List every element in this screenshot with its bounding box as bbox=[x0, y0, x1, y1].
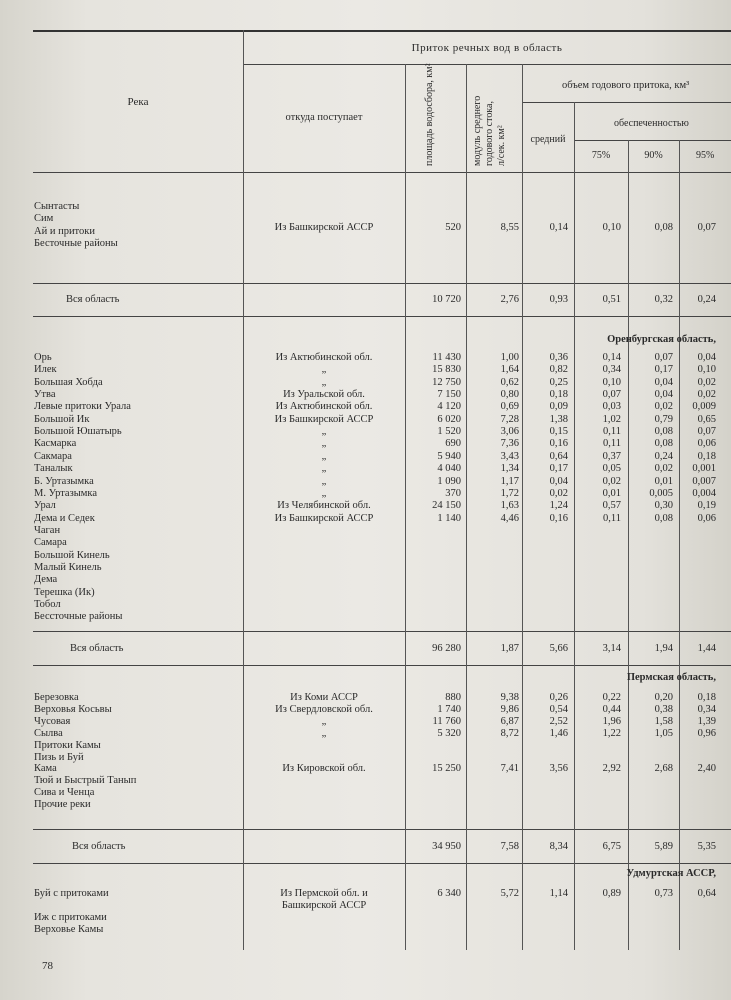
cell-p75: 2,92 bbox=[602, 763, 621, 775]
cell-p95: 0,64 bbox=[697, 888, 716, 899]
cell-src: „ bbox=[321, 463, 327, 475]
cell-avg: 0,04 bbox=[549, 475, 568, 487]
cell-p90: 0,04 bbox=[654, 376, 673, 388]
header-probability: обеспеченностью bbox=[614, 118, 689, 129]
cell-p75: 3,14 bbox=[602, 643, 621, 654]
cell-p95: 0,65 bbox=[697, 413, 716, 425]
row-name: Большая Хобда bbox=[34, 376, 103, 388]
cell-area: 34 950 bbox=[432, 841, 461, 852]
cell-area: 370 bbox=[445, 487, 461, 499]
cell-src: Башкирской АССР bbox=[281, 900, 367, 911]
cell-p75: 0,02 bbox=[602, 475, 621, 487]
row-name: Сакмара bbox=[34, 450, 72, 462]
cell-p90: 0,17 bbox=[654, 364, 673, 376]
header-p75: 75% bbox=[591, 150, 611, 161]
header-avg: средний bbox=[530, 134, 566, 145]
cell-avg: 5,66 bbox=[549, 643, 568, 654]
cell-p75: 6,75 bbox=[602, 841, 621, 852]
cell-avg: 8,34 bbox=[549, 841, 568, 852]
cell-avg: 1,14 bbox=[549, 888, 568, 899]
cell-avg: 0,36 bbox=[549, 352, 568, 363]
cell-avg: 1,24 bbox=[549, 500, 568, 512]
cell-mod: 1,17 bbox=[500, 475, 519, 487]
cell-p75: 0,10 bbox=[602, 222, 621, 233]
cell-area: 520 bbox=[445, 222, 461, 233]
row-name: Б. Уртазымка bbox=[34, 475, 94, 487]
cell-area: 4 120 bbox=[437, 401, 461, 413]
row-name: Дема bbox=[34, 574, 58, 586]
header-p95: 95% bbox=[696, 150, 715, 161]
row-name: Большой Ик bbox=[34, 413, 90, 425]
cell-src: „ bbox=[321, 364, 327, 376]
cell-p90: 0,08 bbox=[654, 512, 673, 524]
cell-src: Из Актюбинской обл. bbox=[275, 401, 373, 413]
cell-src: „ bbox=[321, 376, 327, 388]
row-name: Самара bbox=[34, 537, 67, 549]
cell-p90: 0,20 bbox=[654, 692, 673, 703]
row-name: Сынтасты bbox=[34, 201, 80, 212]
section-title: Оренбургская область, bbox=[607, 334, 716, 345]
cell-p90: 5,89 bbox=[654, 841, 673, 852]
cell-mod: 4,46 bbox=[500, 512, 519, 524]
cell-area: 1 140 bbox=[437, 512, 461, 524]
cell-p90: 0,38 bbox=[654, 703, 673, 715]
cell-area: 5 940 bbox=[437, 450, 461, 462]
cell-mod: 1,72 bbox=[500, 487, 519, 499]
row-name: Пизь и Буй bbox=[34, 751, 84, 763]
row-name: Верховье Камы bbox=[34, 924, 104, 935]
cell-avg: 0,09 bbox=[549, 401, 568, 413]
row-name: Прочие реки bbox=[34, 799, 91, 811]
cell-p75: 0,14 bbox=[602, 352, 621, 363]
cell-avg: 0,54 bbox=[549, 703, 568, 715]
cell-area: 6 340 bbox=[437, 888, 461, 899]
cell-avg: 0,64 bbox=[549, 450, 568, 462]
cell-p75: 0,03 bbox=[602, 401, 621, 413]
s1-total-rule-top bbox=[33, 283, 731, 284]
cell-avg: 0,16 bbox=[549, 512, 568, 524]
cell-p75: 0,07 bbox=[602, 389, 621, 401]
header-area: площадь водосбора, км² bbox=[424, 63, 435, 166]
cell-src: „ bbox=[321, 438, 327, 450]
header-rule-3 bbox=[574, 140, 731, 141]
col-rule-p75 bbox=[628, 140, 629, 950]
cell-area: 96 280 bbox=[432, 643, 461, 654]
section-title: Удмуртская АССР, bbox=[626, 868, 716, 879]
s2-total-rule-bottom bbox=[33, 665, 731, 666]
cell-src: Из Башкирской АССР bbox=[274, 413, 374, 425]
cell-area: 1 090 bbox=[437, 475, 461, 487]
cell-area: 24 150 bbox=[432, 500, 461, 512]
cell-mod: 1,64 bbox=[500, 364, 519, 376]
header-module-3: л/сек. км² bbox=[496, 125, 507, 166]
cell-p95: 1,44 bbox=[697, 643, 716, 654]
cell-mod: 0,80 bbox=[500, 389, 519, 401]
cell-src: „ bbox=[321, 450, 327, 462]
cell-p95: 0,18 bbox=[697, 450, 716, 462]
cell-mod: 0,69 bbox=[500, 401, 519, 413]
cell-avg: 3,56 bbox=[549, 763, 568, 775]
cell-area: 4 040 bbox=[437, 463, 461, 475]
cell-area: 690 bbox=[445, 438, 461, 450]
cell-area: 11 430 bbox=[432, 352, 461, 363]
cell-src: Из Актюбинской обл. bbox=[275, 352, 373, 363]
row-name: Дема и Седек bbox=[34, 512, 95, 524]
row-name: Березовка bbox=[34, 692, 79, 703]
cell-mod: 3,43 bbox=[500, 450, 519, 462]
cell-mod: 5,72 bbox=[500, 888, 519, 899]
total-label: Вся область bbox=[72, 841, 126, 852]
cell-area: 15 830 bbox=[432, 364, 461, 376]
row-name: Утва bbox=[34, 389, 56, 401]
header-bottom-rule bbox=[33, 172, 731, 173]
cell-src: Из Кировской обл. bbox=[282, 763, 366, 775]
cell-mod: 8,72 bbox=[500, 727, 519, 739]
cell-src: Из Свердловской обл. bbox=[275, 703, 373, 715]
cell-src: „ bbox=[321, 475, 327, 487]
cell-mod: 7,36 bbox=[500, 438, 519, 450]
row-name: Сим bbox=[34, 213, 54, 225]
cell-mod: 2,76 bbox=[500, 294, 519, 305]
cell-p95: 0,06 bbox=[697, 438, 716, 450]
cell-p95: 0,004 bbox=[692, 487, 716, 499]
cell-p75: 0,10 bbox=[602, 376, 621, 388]
cell-p95: 0,24 bbox=[697, 294, 716, 305]
cell-p75: 0,22 bbox=[602, 692, 621, 703]
cell-p95: 0,04 bbox=[697, 352, 716, 363]
row-name: Сива и Ченца bbox=[34, 787, 95, 799]
row-name: Притоки Камы bbox=[34, 739, 101, 751]
cell-avg: 0,82 bbox=[549, 364, 568, 376]
total-label: Вся область bbox=[70, 643, 124, 654]
s2-total-rule-top bbox=[33, 631, 731, 632]
row-name: Верховья Косьвы bbox=[34, 703, 112, 715]
cell-p75: 0,37 bbox=[602, 450, 621, 462]
row-name: Иж с притоками bbox=[34, 912, 107, 923]
page-number: 78 bbox=[42, 960, 53, 972]
header-p90: 90% bbox=[644, 150, 663, 161]
cell-p75: 1,02 bbox=[602, 413, 621, 425]
cell-p75: 0,44 bbox=[602, 703, 621, 715]
row-name: Чаган bbox=[34, 524, 61, 536]
row-name: Левые притоки Урала bbox=[34, 401, 131, 413]
row-name: Буй с притоками bbox=[34, 888, 109, 899]
cell-p95: 0,10 bbox=[697, 364, 716, 376]
cell-p95: 0,96 bbox=[697, 727, 716, 739]
cell-src: Из Пермской обл. и bbox=[280, 888, 368, 899]
cell-area: 7 150 bbox=[437, 389, 461, 401]
row-name: Большой Кинель bbox=[34, 549, 110, 561]
cell-avg: 0,25 bbox=[549, 376, 568, 388]
header-module-1: модуль среднего bbox=[472, 95, 483, 166]
cell-mod: 1,87 bbox=[500, 643, 519, 654]
cell-p90: 0,04 bbox=[654, 389, 673, 401]
header-river: Река bbox=[127, 96, 149, 108]
cell-src: „ bbox=[321, 727, 327, 739]
row-name: Бессточные районы bbox=[34, 611, 123, 623]
cell-p90: 0,01 bbox=[654, 475, 673, 487]
cell-avg: 0,16 bbox=[549, 438, 568, 450]
cell-mod: 6,87 bbox=[500, 715, 519, 727]
header-rule-2 bbox=[522, 102, 731, 103]
row-name: Урал bbox=[34, 500, 56, 512]
cell-p90: 1,05 bbox=[654, 727, 673, 739]
cell-area: 880 bbox=[445, 692, 461, 703]
cell-p75: 0,11 bbox=[603, 438, 621, 450]
cell-area: 1 520 bbox=[437, 426, 461, 438]
cell-p95: 0,06 bbox=[697, 512, 716, 524]
row-name: Тюй и Быстрый Танып bbox=[34, 775, 137, 787]
cell-p90: 1,58 bbox=[654, 715, 673, 727]
cell-src: Из Башкирской АССР bbox=[274, 222, 374, 233]
header-rule-1 bbox=[243, 64, 731, 65]
cell-p95: 5,35 bbox=[697, 841, 716, 852]
cell-p95: 0,07 bbox=[697, 222, 716, 233]
s1-total-rule-bottom bbox=[33, 316, 731, 317]
cell-avg: 1,38 bbox=[549, 413, 568, 425]
cell-p90: 0,005 bbox=[649, 487, 673, 499]
cell-avg: 0,93 bbox=[549, 294, 568, 305]
cell-p75: 0,89 bbox=[602, 888, 621, 899]
row-name: Касмарка bbox=[34, 438, 77, 450]
cell-src: „ bbox=[321, 426, 327, 438]
row-name: Кама bbox=[34, 763, 57, 775]
cell-avg: 2,52 bbox=[549, 715, 568, 727]
cell-p95: 0,02 bbox=[697, 389, 716, 401]
cell-p90: 0,02 bbox=[654, 463, 673, 475]
cell-p90: 0,08 bbox=[654, 426, 673, 438]
cell-p95: 0,19 bbox=[697, 500, 716, 512]
header-inflow: Приток речных вод в область bbox=[411, 42, 563, 54]
cell-p75: 0,11 bbox=[603, 512, 621, 524]
cell-area: 12 750 bbox=[432, 376, 461, 388]
cell-avg: 0,14 bbox=[549, 222, 568, 233]
cell-p95: 0,007 bbox=[692, 475, 716, 487]
header-module-2: годового стока, bbox=[484, 101, 495, 166]
cell-avg: 0,15 bbox=[549, 426, 568, 438]
cell-src: Из Башкирской АССР bbox=[274, 512, 374, 524]
row-name: Орь bbox=[34, 352, 52, 363]
cell-avg: 0,18 bbox=[549, 389, 568, 401]
cell-p95: 0,02 bbox=[697, 376, 716, 388]
cell-p95: 2,40 bbox=[697, 763, 716, 775]
row-name: Терешка (Ик) bbox=[34, 586, 95, 598]
header-source: откуда поступает bbox=[285, 112, 363, 123]
cell-mod: 1,34 bbox=[500, 463, 519, 475]
cell-p75: 1,22 bbox=[602, 727, 621, 739]
cell-avg: 0,02 bbox=[549, 487, 568, 499]
row-name: Бесточные районы bbox=[34, 237, 118, 249]
cell-mod: 1,00 bbox=[500, 352, 519, 363]
total-label: Вся область bbox=[66, 294, 120, 305]
cell-mod: 7,41 bbox=[500, 763, 519, 775]
cell-area: 1 740 bbox=[437, 703, 461, 715]
cell-p95: 0,34 bbox=[697, 703, 716, 715]
top-rule bbox=[33, 30, 731, 32]
row-name: Сылва bbox=[34, 727, 63, 739]
cell-avg: 0,17 bbox=[549, 463, 568, 475]
row-name: Малый Кинель bbox=[34, 561, 102, 573]
s3-total-rule-bottom bbox=[33, 863, 731, 864]
cell-p95: 0,07 bbox=[697, 426, 716, 438]
col-rule-river bbox=[243, 30, 244, 950]
cell-mod: 3,06 bbox=[500, 426, 519, 438]
cell-p75: 1,96 bbox=[602, 715, 621, 727]
cell-src: „ bbox=[321, 715, 327, 727]
row-name: Тобол bbox=[34, 599, 61, 610]
col-rule-p90 bbox=[679, 140, 680, 950]
cell-mod: 7,58 bbox=[500, 841, 519, 852]
cell-p95: 1,39 bbox=[697, 715, 716, 727]
cell-mod: 7,28 bbox=[500, 413, 519, 425]
cell-p90: 0,08 bbox=[654, 438, 673, 450]
cell-area: 15 250 bbox=[432, 763, 461, 775]
s3-total-rule-top bbox=[33, 829, 731, 830]
cell-p90: 0,24 bbox=[654, 450, 673, 462]
cell-src: Из Уральской обл. bbox=[283, 389, 365, 401]
cell-p90: 0,08 bbox=[654, 222, 673, 233]
row-name: Таналык bbox=[34, 463, 73, 475]
row-name: М. Уртазымка bbox=[34, 487, 98, 499]
cell-p75: 0,05 bbox=[602, 463, 621, 475]
cell-src: Из Челябинской обл. bbox=[277, 500, 371, 512]
cell-p95: 0,001 bbox=[692, 463, 716, 475]
cell-p90: 0,32 bbox=[654, 294, 673, 305]
cell-p75: 0,34 bbox=[602, 364, 621, 376]
row-name: Илек bbox=[34, 364, 57, 376]
cell-area: 5 320 bbox=[437, 727, 461, 739]
cell-mod: 1,63 bbox=[500, 500, 519, 512]
row-name: Чусовая bbox=[34, 715, 71, 727]
section-title: Пермская область, bbox=[626, 672, 716, 683]
cell-p75: 0,01 bbox=[602, 487, 621, 499]
cell-area: 10 720 bbox=[432, 294, 461, 305]
cell-area: 11 760 bbox=[432, 715, 461, 727]
cell-src: Из Коми АССР bbox=[290, 692, 358, 703]
cell-p90: 0,79 bbox=[654, 413, 673, 425]
cell-p90: 1,94 bbox=[654, 643, 673, 654]
cell-p75: 0,57 bbox=[602, 500, 621, 512]
cell-mod: 8,55 bbox=[500, 222, 519, 233]
cell-p90: 2,68 bbox=[654, 763, 673, 775]
cell-p75: 0,51 bbox=[602, 294, 621, 305]
cell-p90: 0,07 bbox=[654, 352, 673, 363]
cell-p75: 0,11 bbox=[603, 426, 621, 438]
cell-mod: 9,38 bbox=[500, 692, 519, 703]
cell-p90: 0,30 bbox=[654, 500, 673, 512]
header-volume: объем годового притока, км³ bbox=[562, 80, 690, 91]
cell-mod: 0,62 bbox=[500, 376, 519, 388]
cell-src: „ bbox=[321, 487, 327, 499]
cell-avg: 0,26 bbox=[549, 692, 568, 703]
cell-area: 6 020 bbox=[437, 413, 461, 425]
cell-avg: 1,46 bbox=[549, 727, 568, 739]
row-name: Большой Юшатырь bbox=[34, 426, 122, 438]
cell-p90: 0,02 bbox=[654, 401, 673, 413]
cell-mod: 9,86 bbox=[500, 703, 519, 715]
cell-p90: 0,73 bbox=[654, 888, 673, 899]
row-name: Ай и притоки bbox=[34, 225, 95, 237]
cell-p95: 0,18 bbox=[697, 692, 716, 703]
cell-p95: 0,009 bbox=[692, 401, 716, 413]
